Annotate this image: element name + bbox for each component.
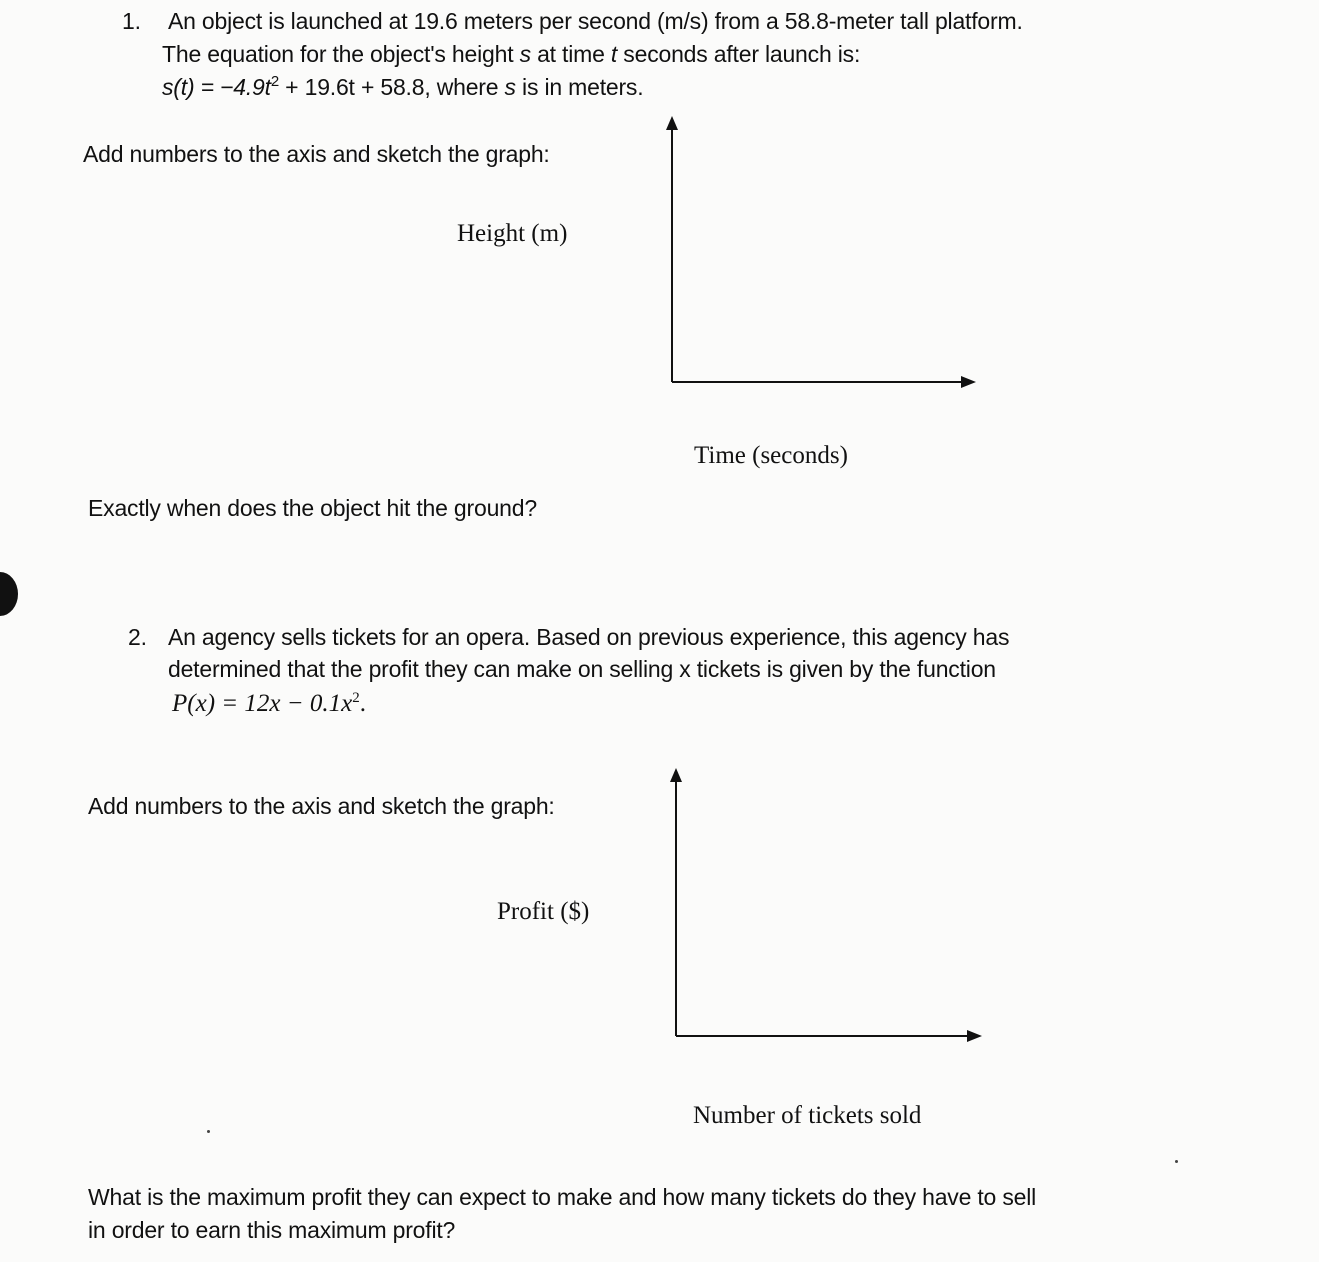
question-1-line-2-mid: at time bbox=[530, 41, 611, 67]
question-1-y-axis-label: Height (m) bbox=[457, 220, 568, 247]
question-1-equation bbox=[162, 74, 643, 101]
equation-rhs: + 19.6t + 58.8, where bbox=[278, 74, 505, 100]
question-1-line-2 bbox=[162, 41, 860, 68]
hole-punch-mark bbox=[0, 572, 18, 616]
question-2-line-2: determined that the profit they can make on selling x tickets is given by the function bbox=[168, 656, 996, 682]
question-1-instruction: Add numbers to the axis and sketch the graph: bbox=[83, 141, 550, 167]
function-exponent: 2 bbox=[352, 690, 360, 706]
scan-speck bbox=[1175, 1160, 1178, 1163]
question-1-line-2-suffix: seconds after launch is: bbox=[617, 41, 861, 67]
question-2-y-arrowhead bbox=[670, 768, 682, 782]
question-2-instruction: Add numbers to the axis and sketch the graph: bbox=[88, 793, 555, 819]
question-2-function bbox=[172, 690, 366, 718]
equation-lhs: s(t) = −4.9t bbox=[162, 74, 271, 100]
function-expression: P(x) = 12x − 0.1x bbox=[172, 690, 353, 717]
bleed-through-text bbox=[150, 80, 156, 106]
question-2-y-axis-label: Profit ($) bbox=[497, 898, 590, 925]
question-2-number: 2. bbox=[128, 624, 147, 650]
variable-s: s bbox=[519, 41, 531, 67]
equation-variable: s bbox=[504, 74, 516, 100]
question-2-axes bbox=[664, 762, 994, 1052]
question-1-line-2-prefix: The equation for the object's height bbox=[162, 41, 520, 67]
function-end: . bbox=[359, 690, 366, 717]
question-1-x-axis-label: Time (seconds) bbox=[694, 442, 848, 469]
question-2-x-axis-label: Number of tickets sold bbox=[693, 1102, 922, 1129]
equation-exponent: 2 bbox=[270, 73, 279, 90]
question-1-number: 1. bbox=[122, 8, 141, 34]
question-2-question-line-2: in order to earn this maximum profit? bbox=[88, 1217, 456, 1243]
scan-speck bbox=[207, 1130, 210, 1133]
question-1-x-arrowhead bbox=[961, 376, 976, 388]
variable-t: t bbox=[610, 41, 618, 67]
question-1-y-arrowhead bbox=[666, 116, 678, 130]
question-1-line-1: An object is launched at 19.6 meters per second (m/s) from a 58.8-meter tall platform. bbox=[168, 8, 1023, 34]
question-2-line-1: An agency sells tickets for an opera. Based on previous experience, this agency has bbox=[168, 624, 1010, 650]
question-2-x-arrowhead bbox=[967, 1030, 982, 1042]
equation-end: is in meters. bbox=[515, 74, 644, 100]
question-1-question: Exactly when does the object hit the ground? bbox=[88, 495, 537, 521]
question-2-question-line-1: What is the maximum profit they can expect to make and how many tickets do they have to sell bbox=[88, 1184, 1037, 1210]
question-1-axes bbox=[660, 110, 990, 400]
